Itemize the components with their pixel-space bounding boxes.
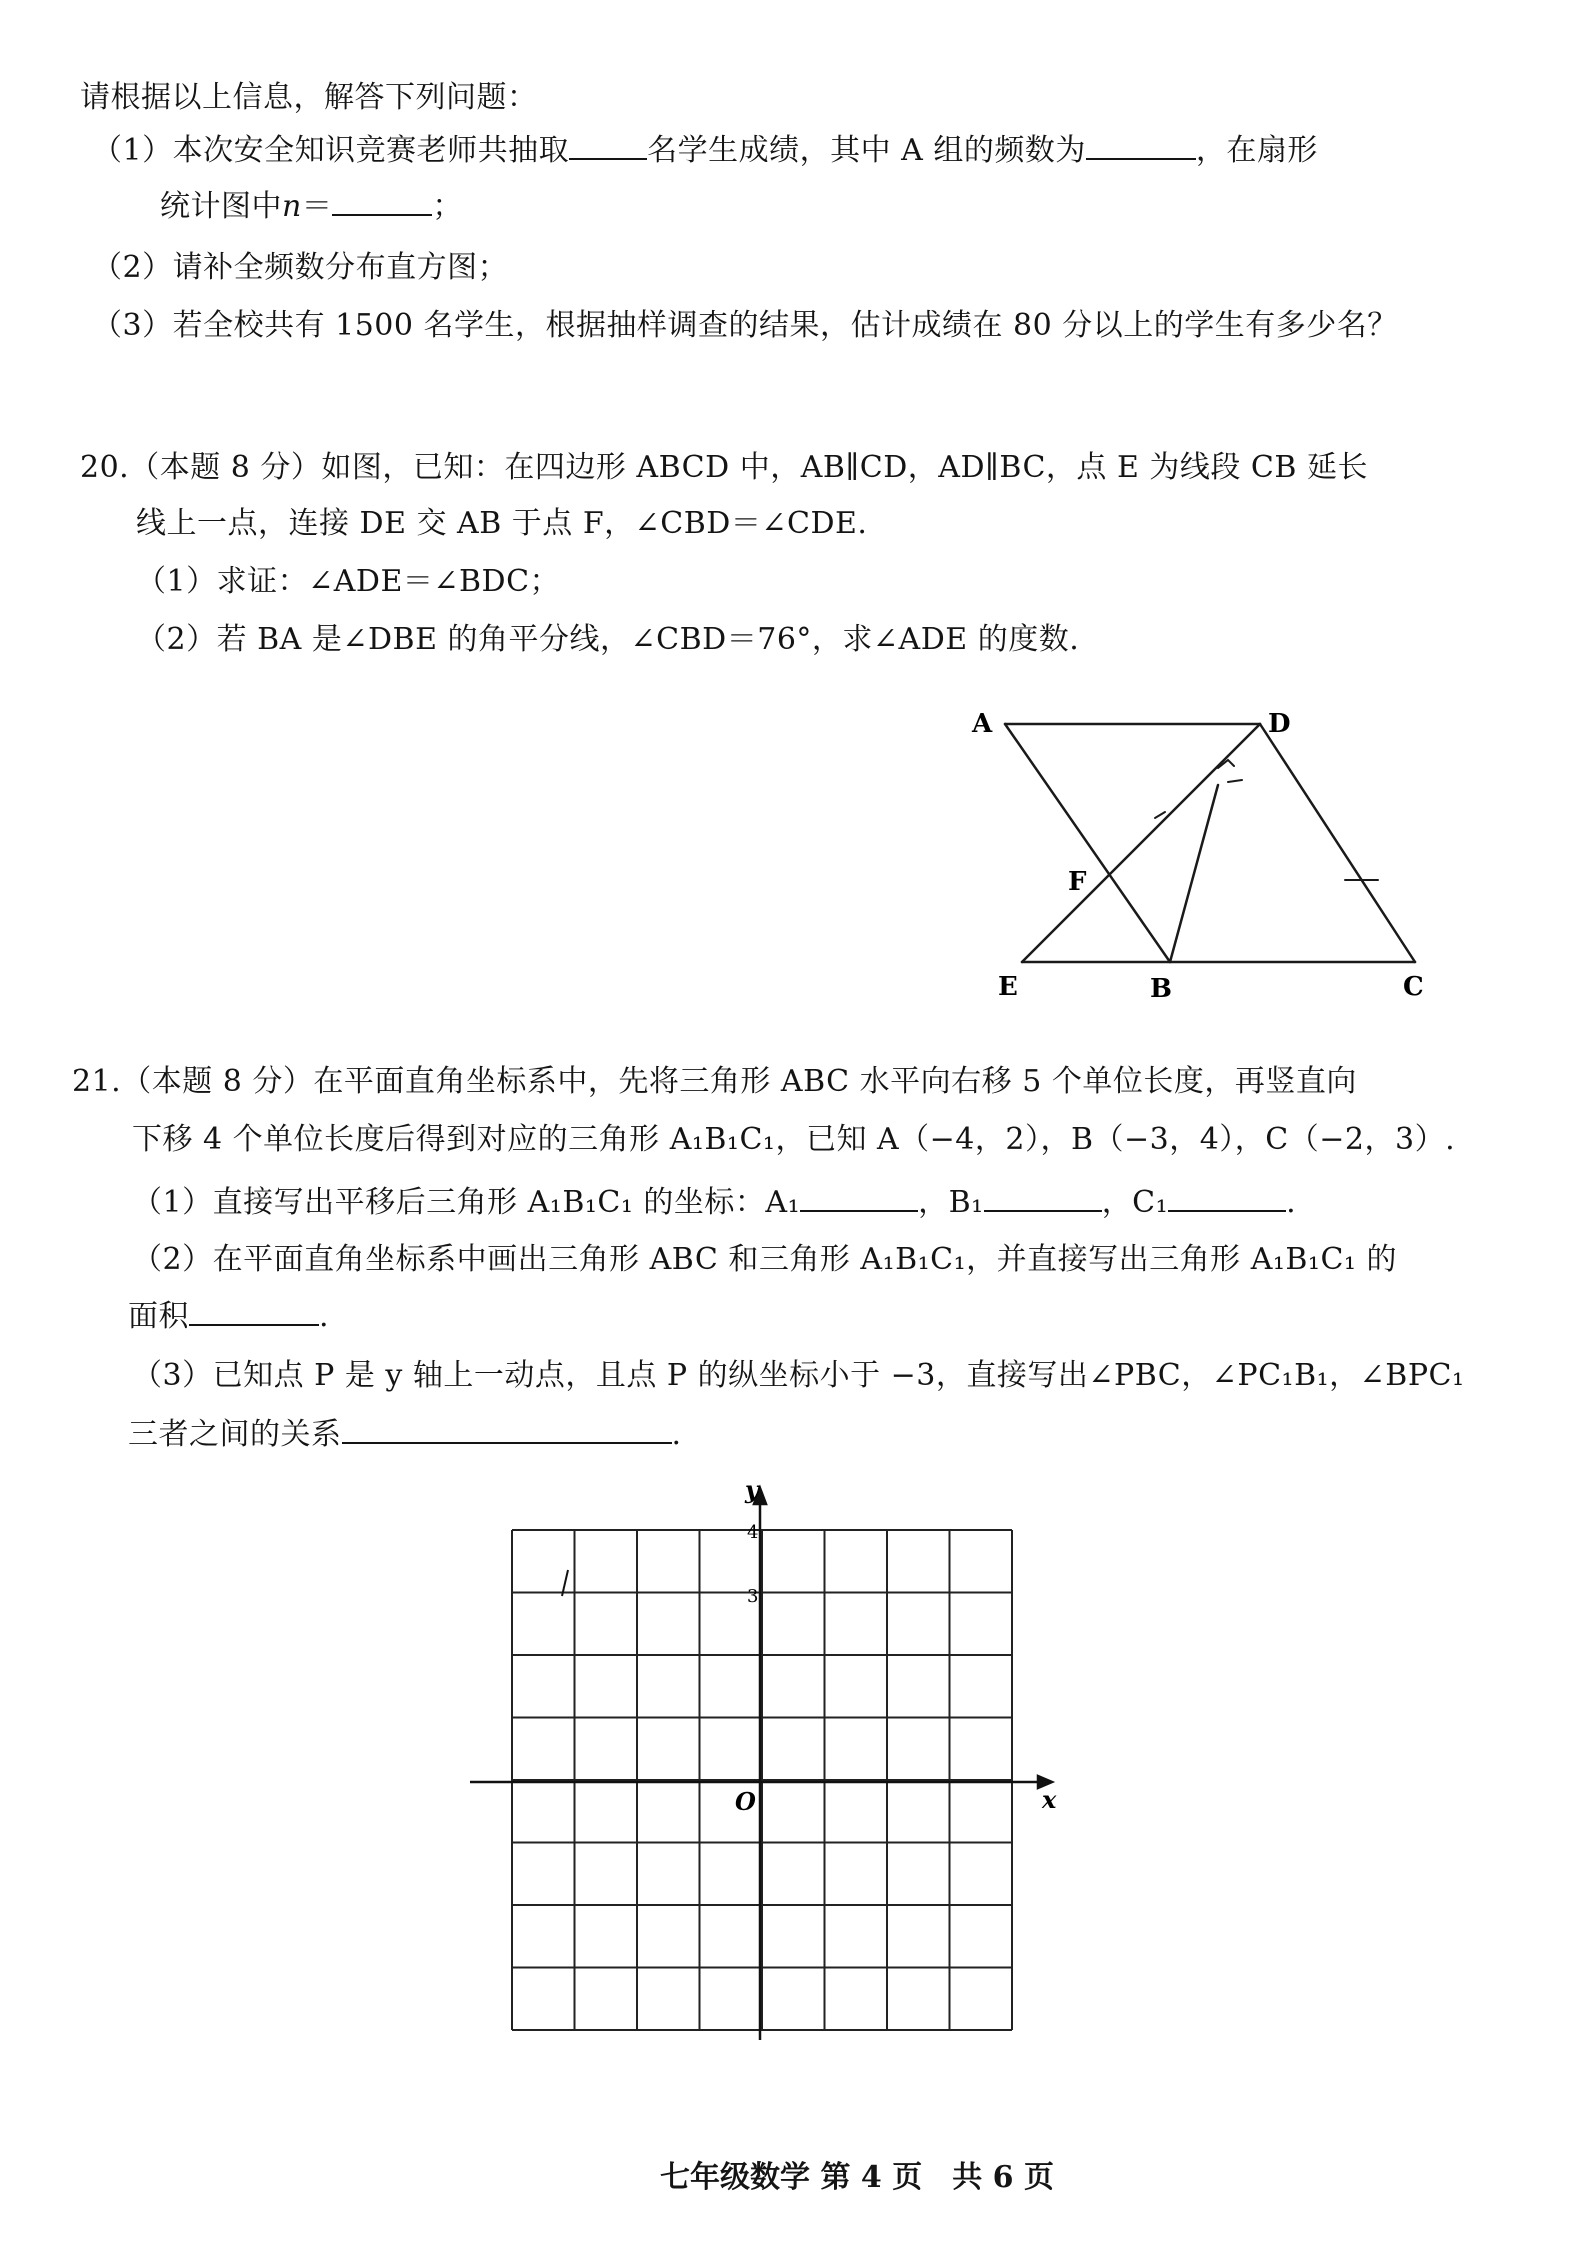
origin-label: O	[735, 1787, 756, 1816]
q19-p1-suffix: ，在扇形	[1195, 133, 1318, 168]
q19-part2: （2）请补全频数分布直方图；	[92, 250, 509, 285]
segment-dc	[1260, 724, 1415, 962]
q21-p1-end: .	[1286, 1185, 1297, 1220]
page-footer: 七年级数学 第 4 页 共 6 页	[660, 2160, 1054, 2195]
x-axis-label: x	[1042, 1785, 1057, 1814]
q20-stem-line2: 线上一点，连接 DE 交 AB 于点 F，∠CBD＝∠CDE.	[136, 506, 868, 541]
q21-stem-line1: 21.（本题 8 分）在平面直角坐标系中，先将三角形 ABC 水平向右移 5 个单位长度，再竖直向	[72, 1064, 1357, 1099]
q21-a1-blank[interactable]	[800, 1182, 918, 1212]
q19-p1-line2-prefix: 统计图中	[160, 189, 282, 224]
q21-area-blank[interactable]	[189, 1296, 319, 1326]
q21-coordinate-grid[interactable]	[460, 1480, 1080, 2060]
label-a: A	[972, 709, 993, 739]
q21-c1-blank[interactable]	[1168, 1182, 1286, 1212]
q21-part3-line2	[128, 1414, 682, 1455]
q20-part2: （2）若 BA 是∠DBE 的角平分线，∠CBD＝76°，求∠ADE 的度数.	[136, 622, 1080, 657]
q21-relation-blank[interactable]	[342, 1414, 672, 1444]
q21-p2-prefix: 面积	[128, 1299, 189, 1334]
q21-p3-end: .	[671, 1417, 682, 1452]
q19-n-blank[interactable]	[332, 186, 432, 216]
pencil-tick	[1155, 812, 1165, 818]
q21-p1-sep1: ，B₁	[918, 1185, 984, 1220]
q19-p1-end: ；	[432, 189, 463, 224]
q19-p1-mid: 名学生成绩，其中 A 组的频数为	[647, 133, 1086, 168]
intro-text: 请根据以上信息，解答下列问题：	[80, 80, 538, 115]
q20-part1: （1）求证：∠ADE＝∠BDC；	[136, 564, 561, 599]
q19-p1-prefix: （1）本次安全知识竞赛老师共抽取	[92, 133, 570, 168]
segment-bd	[1170, 785, 1218, 962]
q21-p3-prefix: 三者之间的关系	[128, 1417, 342, 1452]
q21-p2-end: .	[319, 1299, 330, 1334]
label-b: B	[1150, 974, 1172, 1004]
tick-label-y3: 3	[747, 1586, 759, 1607]
q19-eq: ＝	[301, 189, 333, 224]
q20-stem-line1: 20.（本题 8 分）如图，已知：在四边形 ABCD 中，AB∥CD，AD∥BC，点 E 为线段 CB 延长	[80, 450, 1368, 485]
segment-de	[1022, 724, 1260, 962]
label-c: C	[1403, 972, 1424, 1002]
label-e: E	[998, 972, 1018, 1002]
q19-var-n: n	[282, 189, 302, 224]
q21-p1-prefix: （1）直接写出平移后三角形 A₁B₁C₁ 的坐标：A₁	[132, 1185, 801, 1220]
segment-ab	[1005, 724, 1170, 962]
q21-part3-line1: （3）已知点 P 是 y 轴上一动点，且点 P 的纵坐标小于 −3，直接写出∠PBC，∠PC₁B₁，∠BPC₁	[132, 1358, 1465, 1393]
tick-label-y4: 4	[747, 1522, 759, 1543]
q21-part2-line1: （2）在平面直角坐标系中画出三角形 ABC 和三角形 A₁B₁C₁，并直接写出三角形 A₁B₁C₁ 的	[132, 1242, 1397, 1277]
q21-part1	[132, 1182, 1296, 1223]
q21-p1-sep2: ，C₁	[1101, 1185, 1169, 1220]
q21-part2-line2	[128, 1296, 329, 1337]
label-f: F	[1068, 867, 1087, 897]
y-axis-label: y	[745, 1480, 759, 1504]
q21-stem-line2: 下移 4 个单位长度后得到对应的三角形 A₁B₁C₁，已知 A（−4，2），B（−3，4），C（−2，3）.	[132, 1122, 1456, 1157]
q19-part3: （3）若全校共有 1500 名学生，根据抽样调查的结果，估计成绩在 80 分以上的学生有多少名？	[92, 308, 1398, 343]
q21-b1-blank[interactable]	[984, 1182, 1102, 1212]
label-d: D	[1268, 709, 1291, 739]
q19-sample-size-blank[interactable]	[569, 130, 647, 160]
q19-group-a-frequency-blank[interactable]	[1086, 130, 1196, 160]
q19-part1-line2	[160, 186, 463, 227]
q20-geometry-figure	[960, 700, 1440, 1010]
q19-part1-line1	[92, 130, 1318, 171]
